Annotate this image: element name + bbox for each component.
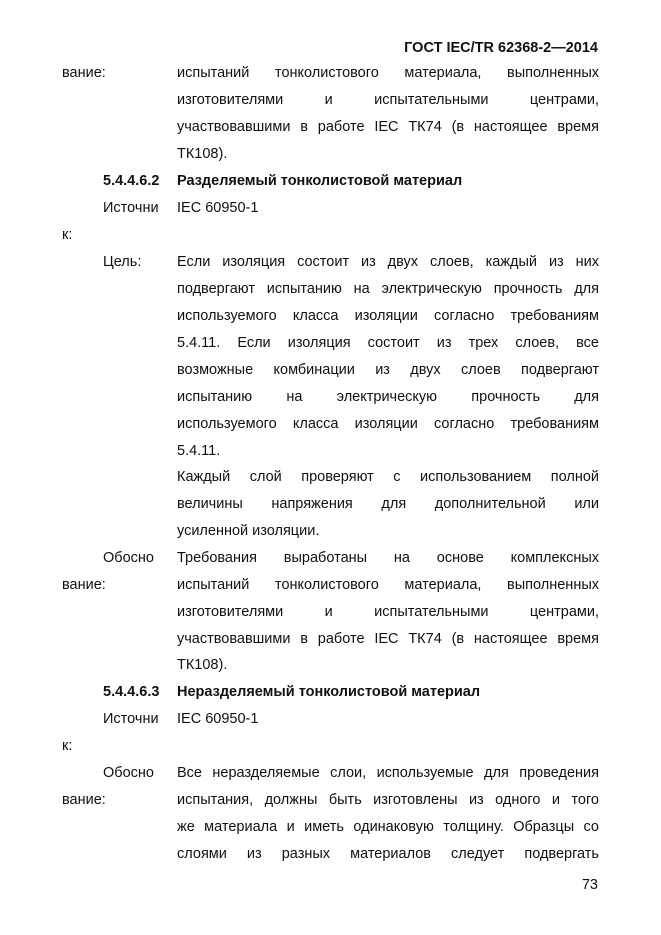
source-label: Источни — [103, 711, 159, 727]
source-label-tail: к: — [62, 227, 73, 243]
section-number: 5.4.4.6.2 — [103, 173, 160, 189]
goal-line: Каждый слой проверяют с использованием полной — [177, 469, 599, 485]
section-number: 5.4.4.6.3 — [103, 684, 160, 700]
source-value: IEC 60950-1 — [177, 711, 259, 727]
justification-line: участвовавшими в работе IEC ТК74 (в настоящее время — [177, 631, 599, 647]
goal-line: используемого класса изоляции согласно требованиям — [177, 416, 599, 432]
goal-line: испытанию на электрическую прочность для — [177, 389, 599, 405]
source-label-tail: к: — [62, 738, 73, 754]
goal-label: Цель: — [103, 254, 142, 270]
justification-label: Обосно — [103, 765, 154, 781]
section-title: Разделяемый тонколистовой материал — [177, 173, 463, 189]
goal-line: используемого класса изоляции согласно требованиям — [177, 308, 599, 324]
page-number: 73 — [581, 877, 598, 893]
goal-line: 5.4.11. Если изоляция состоит из трех слоев, все — [177, 335, 599, 351]
goal-line: возможные комбинации из двух слоев подвергают — [177, 362, 599, 378]
block1-line: ТК108). — [177, 146, 228, 162]
goal-line: величины напряжения для дополнительной или — [177, 496, 599, 512]
justification-line: испытания, должны быть изготовлены из одного и того — [177, 792, 599, 808]
goal-line: подвергают испытанию на электрическую прочность для — [177, 281, 599, 297]
block1-line: участвовавшими в работе IEC ТК74 (в настоящее время — [177, 119, 599, 135]
block1-line: испытаний тонколистового материала, выполненных — [177, 65, 599, 81]
justification-line: изготовителями и испытательными центрами, — [177, 604, 599, 620]
justification-label-tail: вание: — [62, 792, 106, 808]
justification-line: Все неразделяемые слои, используемые для проведения — [177, 765, 599, 781]
goal-line: Если изоляция состоит из двух слоев, каждый из них — [177, 254, 599, 270]
section-title: Неразделяемый тонколистовой материал — [177, 684, 481, 700]
document-header: ГОСТ IEC/TR 62368-2—2014 — [404, 40, 598, 56]
source-value: IEC 60950-1 — [177, 200, 259, 216]
block1-label: вание: — [62, 65, 106, 81]
source-label: Источни — [103, 200, 159, 216]
justification-label-tail: вание: — [62, 577, 106, 593]
goal-line: 5.4.11. — [177, 443, 221, 459]
justification-line: испытаний тонколистового материала, выполненных — [177, 577, 599, 593]
justification-line: Требования выработаны на основе комплексных — [177, 550, 599, 566]
justification-line: слоями из разных материалов следует подвергать — [177, 846, 599, 862]
justification-label: Обосно — [103, 550, 154, 566]
goal-line: усиленной изоляции. — [177, 523, 320, 539]
justification-line: ТК108). — [177, 657, 228, 673]
block1-line: изготовителями и испытательными центрами, — [177, 92, 599, 108]
justification-line: же материала и иметь одинаковую толщину. Образцы со — [177, 819, 599, 835]
